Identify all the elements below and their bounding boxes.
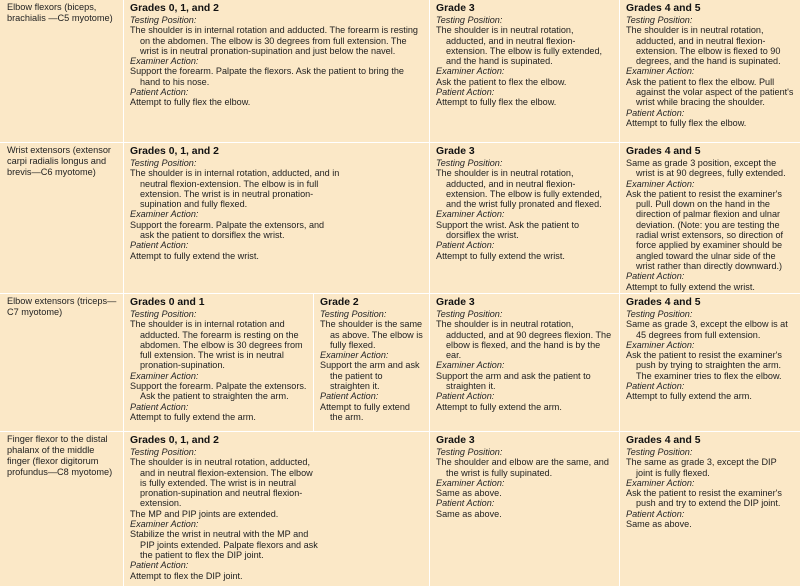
grade-heading: Grade 2	[320, 297, 359, 308]
examiner-label: Examiner Action:	[130, 56, 199, 67]
testing-label: Testing Position:	[626, 309, 693, 319]
patient-text: Attempt to fully extend the wrist.	[436, 250, 565, 261]
patient-label: Patient Action:	[626, 381, 685, 392]
testing-label: Testing Position:	[626, 15, 693, 25]
testing-text-extra: The MP and PIP joints are extended.	[130, 508, 279, 519]
examiner-label: Examiner Action:	[436, 477, 505, 488]
patient-label: Patient Action:	[436, 87, 495, 98]
grade-heading: Grade 3	[436, 435, 475, 446]
patient-label: Patient Action:	[130, 87, 189, 98]
patient-label: Patient Action:	[626, 271, 685, 282]
grade-heading: Grade 3	[436, 146, 475, 157]
patient-label: Patient Action:	[436, 240, 495, 251]
grade-cell	[620, 294, 800, 431]
examiner-text: Same as above.	[436, 488, 502, 499]
patient-label: Patient Action:	[130, 240, 189, 251]
examiner-label: Examiner Action:	[130, 209, 199, 220]
patient-text: Same as above.	[626, 519, 692, 530]
examiner-label: Examiner Action:	[626, 477, 695, 488]
muscle-name: Wrist extensors (extensor carpi radialis longus and brevis—C6 myotome)	[0, 143, 124, 293]
grade-cell	[430, 432, 620, 586]
testing-text: The shoulder is in neutral rotation, adducted, and at 90 degrees flexion. The elbow is flexed, and the hand is by the ear.	[436, 319, 612, 361]
testing-label: Testing Position:	[436, 309, 503, 319]
patient-text: Attempt to fully extend the wrist.	[130, 250, 259, 261]
testing-label: Testing Position:	[130, 158, 197, 168]
examiner-text: Ask the patient to resist the examiner's push by trying to straighten the arm. The examiner tries to flex the elbow.	[626, 350, 782, 381]
testing-label: Testing Position:	[130, 447, 197, 457]
grade-cell	[124, 143, 430, 293]
examiner-text: Support the wrist. Ask the patient to dorsiflex the wrist.	[436, 219, 580, 241]
grade-heading: Grades 0 and 1	[130, 297, 205, 308]
muscle-name: Finger flexor to the distal phalanx of the middle finger (flexor digitorum profundus—C8 myotome)	[0, 432, 124, 586]
muscle-name: Elbow extensors (triceps—C7 myotome)	[0, 294, 124, 431]
testing-text: The shoulder is in neutral rotation, adducted, and in neutral flexion-extension. The elbow is flexed to 90 degrees, and the hand is supinated.	[626, 25, 781, 67]
testing-text: The shoulder is the same as above. The elbow is fully flexed.	[320, 319, 423, 350]
testing-text: The same as grade 3, except the DIP joint is fully flexed.	[626, 457, 777, 478]
patient-text: Attempt to fully flex the elbow.	[130, 97, 251, 108]
examiner-label: Examiner Action:	[626, 66, 695, 77]
examiner-label: Examiner Action:	[130, 519, 199, 530]
testing-label: Testing Position:	[436, 15, 503, 25]
patient-text: Attempt to fully extend the arm.	[436, 401, 562, 412]
patient-text: Attempt to fully flex the elbow.	[626, 117, 747, 128]
testing-label: Testing Position:	[626, 447, 693, 457]
grade-cell	[430, 0, 620, 142]
examiner-label: Examiner Action:	[320, 350, 389, 361]
examiner-label: Examiner Action:	[626, 178, 695, 189]
patient-text: Attempt to fully extend the arm.	[320, 401, 410, 422]
patient-text: Same as above.	[436, 508, 502, 519]
examiner-text: Support the arm and ask the patient to straighten it.	[320, 360, 420, 392]
grade-cell	[124, 0, 430, 142]
examiner-text: Support the forearm. Palpate the flexors. Ask the patient to bring the hand to his nose.	[130, 66, 404, 87]
patient-label: Patient Action:	[436, 498, 495, 509]
patient-text: Attempt to flex the DIP joint.	[130, 570, 243, 581]
patient-label: Patient Action:	[436, 391, 495, 402]
patient-label: Patient Action:	[130, 401, 189, 412]
testing-text: The shoulder is in internal rotation, adducted, and in neutral flexion-extension. The elbow is in full extension. The wrist is in neutral pronation-supination and fully flexed.	[130, 168, 340, 210]
examiner-text: Ask the patient to flex the elbow. Pull against the volar aspect of the patient's wrist while bracing the shoulder.	[626, 76, 794, 108]
examiner-text: Ask the patient to resist the examiner's pull. Pull down on the hand in the direction of palmar flexion and ulnar deviation. (Note: you are testing the radial wrist extensors, so direction of force applied by examiner should be angled toward the ulnar side of the wrist rather than directly downward.)	[626, 188, 784, 271]
grade-cell	[124, 432, 430, 586]
testing-text: Same as grade 3, except the elbow is at 45 degrees from full extension.	[626, 319, 788, 340]
table-row	[0, 143, 800, 294]
grade-cell	[620, 143, 800, 293]
grade-cell	[620, 432, 800, 586]
examiner-label: Examiner Action:	[436, 209, 505, 220]
testing-text: The shoulder is in neutral rotation, adducted, and in neutral flexion-extension. The elbow is fully extended. The wrist is in neutral pronation-supination and neutral flexion-extension.	[130, 457, 313, 509]
grade-heading: Grade 3	[436, 3, 475, 14]
examiner-text: Ask the patient to flex the elbow.	[436, 76, 567, 87]
patient-label: Patient Action:	[320, 391, 379, 402]
grade-heading: Grades 4 and 5	[626, 146, 701, 157]
patient-text: Attempt to fully extend the arm.	[130, 411, 256, 422]
grade-heading: Grades 0, 1, and 2	[130, 3, 219, 14]
patient-text: Attempt to fully extend the arm.	[626, 391, 752, 402]
examiner-text: Support the arm and ask the patient to straighten it.	[436, 370, 591, 392]
testing-label: Testing Position:	[130, 309, 197, 319]
grade-heading: Grades 0, 1, and 2	[130, 146, 219, 157]
patient-text: Attempt to fully extend the wrist.	[626, 281, 755, 292]
grade-heading: Grade 3	[436, 297, 475, 308]
grade-cell	[620, 0, 800, 142]
testing-label: Testing Position:	[436, 158, 503, 168]
examiner-label: Examiner Action:	[436, 66, 505, 77]
grade-heading: Grades 0, 1, and 2	[130, 435, 219, 446]
grade-cell	[430, 143, 620, 293]
testing-label: Testing Position:	[130, 15, 197, 25]
examiner-text: Ask the patient to resist the examiner's push and try to extend the DIP joint.	[626, 488, 782, 509]
grade-heading: Grades 4 and 5	[626, 297, 701, 308]
examiner-label: Examiner Action:	[130, 370, 199, 381]
testing-text: The shoulder is in internal rotation and adducted. The forearm is resting on the abdomen. The elbow is 30 degrees from full extension. The wrist is in neutral pronation-supination.	[130, 319, 303, 371]
examiner-text: Support the forearm. Palpate the extensors. Ask the patient to straighten the arm.	[130, 381, 307, 402]
testing-text: Same as grade 3 position, except the wrist is at 90 degrees, fully extended.	[626, 158, 786, 179]
testing-text: The shoulder and elbow are the same, and the wrist is fully supinated.	[436, 457, 609, 478]
patient-label: Patient Action:	[130, 560, 189, 571]
grade-cell	[124, 294, 314, 431]
table-row	[0, 294, 800, 432]
table-row	[0, 0, 800, 143]
testing-text: The shoulder is in internal rotation and adducted. The forearm is resting on the abdomen. The elbow is 30 degrees from full extension. The wrist is in neutral pronation-supination and just below the navel.	[130, 25, 418, 56]
testing-text: The shoulder is in neutral rotation, adducted, and in neutral flexion-extension. The elbow is fully extended, and the wrist fully pronated and flexed.	[436, 168, 603, 210]
patient-text: Attempt to fully flex the elbow.	[436, 97, 557, 108]
examiner-label: Examiner Action:	[436, 360, 505, 371]
examiner-text: Stabilize the wrist in neutral with the MP and PIP joints extended. Palpate flexors and ask the patient to flex the DIP joint.	[130, 529, 318, 560]
grade-heading: Grades 4 and 5	[626, 3, 701, 14]
table-row	[0, 432, 800, 586]
grade-cell	[314, 294, 430, 431]
examiner-label: Examiner Action:	[626, 339, 695, 350]
patient-label: Patient Action:	[626, 107, 685, 118]
examiner-text: Support the forearm. Palpate the extensors, and ask the patient to dorsiflex the wrist.	[130, 219, 325, 241]
testing-label: Testing Position:	[436, 447, 503, 457]
patient-label: Patient Action:	[626, 508, 685, 519]
testing-text: The shoulder is in neutral rotation, adducted, and in neutral flexion-extension. The elbow is fully extended, and the hand is supinated.	[436, 25, 603, 67]
muscle-name: Elbow flexors (biceps, brachialis —C5 myotome)	[0, 0, 124, 142]
grade-heading: Grades 4 and 5	[626, 435, 701, 446]
testing-label: Testing Position:	[320, 309, 387, 319]
grade-cell	[430, 294, 620, 431]
